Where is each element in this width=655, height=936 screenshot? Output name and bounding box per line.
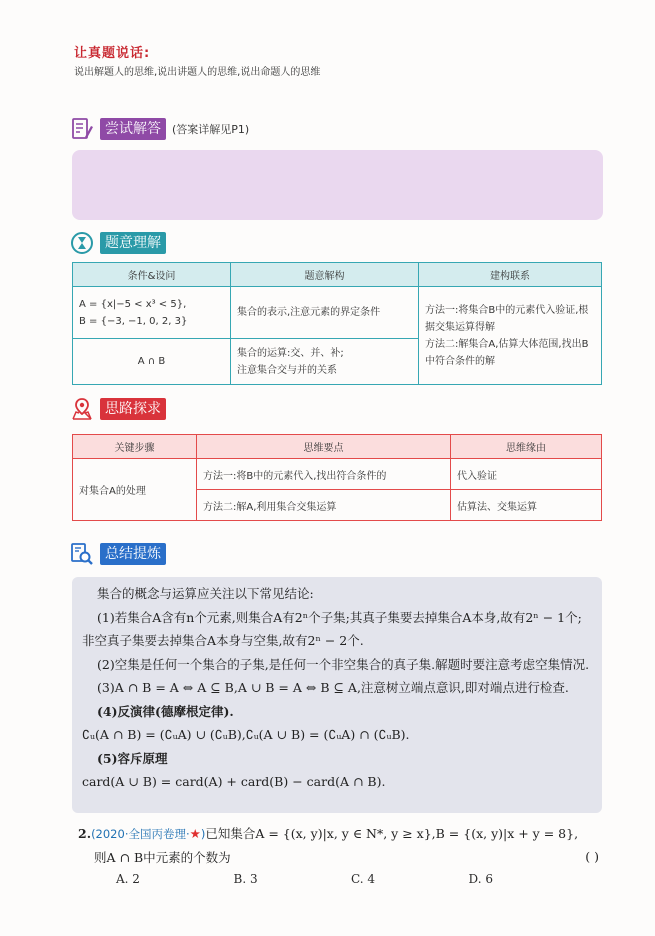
cell-text: 方法二:解集合A,估算大体范围,找出B中符合条件的解 — [425, 338, 589, 367]
table-cell: 集合的表示,注意元素的界定条件 — [231, 287, 419, 339]
section-explore-header — [70, 396, 166, 422]
table-header-cell: 建构联系 — [419, 263, 602, 287]
summary-box — [72, 577, 602, 813]
table-header-cell: 题意解构 — [231, 263, 419, 287]
choice-b: B. 3 — [233, 872, 258, 886]
cell-text: 集合的运算:交、并、补; — [237, 347, 344, 359]
table-header-row — [73, 263, 602, 287]
search-document-icon — [70, 542, 94, 566]
question-source: (2020·全国丙卷理· — [91, 827, 190, 841]
document-pen-icon — [70, 117, 94, 141]
section-try-label: 尝试解答 — [100, 118, 166, 140]
section-understand-header — [70, 230, 166, 256]
answer-bracket: ( ) — [585, 849, 599, 864]
summary-formula: card(A ∪ B) = card(A) + card(B) − card(A ∩ B). — [82, 774, 386, 789]
answer-box — [72, 150, 603, 220]
question-stem-line — [78, 822, 603, 846]
summary-bold-title: (4)反演律(德摩根定律). — [97, 703, 234, 719]
table-header-cell: 思维缘由 — [451, 435, 602, 459]
difficulty-star-icon: ★ — [189, 826, 201, 841]
choice-a: A. 2 — [116, 872, 140, 886]
thinking-table — [72, 434, 602, 521]
table-cell — [419, 287, 602, 385]
question-stem-line2: 则A ∩ B中元素的个数为 — [94, 850, 231, 865]
table-cell — [73, 287, 231, 339]
cell-text: 方法一:将集合B中的元素代入验证,根据交集运算得解 — [425, 304, 589, 333]
summary-bold-title: (5)容斥原理 — [97, 750, 168, 766]
cell-text: 注意集合交与并的关系 — [237, 364, 337, 376]
section-understand-label: 题意理解 — [100, 232, 166, 254]
table-cell: 对集合A的处理 — [73, 459, 197, 521]
section-summary-label: 总结提炼 — [100, 543, 166, 565]
map-pin-icon — [70, 397, 94, 421]
question-stem: 已知集合A = {(x, y)|x, y ∈ N*, y ≥ x},B = {(x, y)|x + y = 8}, — [205, 826, 579, 841]
table-row — [73, 287, 602, 339]
question-number: 2. — [78, 826, 92, 841]
understanding-table — [72, 262, 602, 385]
table-header-cell: 思维要点 — [197, 435, 451, 459]
section-explore-label: 思路探求 — [100, 398, 166, 420]
table-row — [73, 459, 602, 490]
table-cell: 方法二:解A,利用集合交集运算 — [197, 490, 451, 521]
section-try-note: (答案详解见P1) — [172, 123, 250, 136]
summary-item: (3)A ∩ B = A ⇔ A ⊆ B,A ∪ B = A ⇔ B ⊆ A,注意树立端点意识,即对端点进行检查. — [97, 680, 569, 695]
section-try-header — [70, 116, 249, 142]
choices-row — [116, 872, 586, 886]
page-header-title: 让真题说话: — [74, 46, 151, 61]
summary-item: (2)空集是任何一个集合的子集,是任何一个非空集合的真子集.解题时要注意考虑空集情况. — [97, 656, 590, 672]
choice-c: C. 4 — [351, 872, 376, 886]
summary-formula: ∁ᵤ(A ∩ B) = (∁ᵤA) ∪ (∁ᵤB),∁ᵤ(A ∪ B) = (∁ᵤA) ∩ (∁ᵤB). — [82, 727, 410, 742]
table-cell — [231, 339, 419, 385]
cell-text: A = {x|−5 < x³ < 5}, — [79, 298, 187, 310]
cell-text: B = {−3, −1, 0, 2, 3} — [79, 315, 188, 327]
table-header-cell: 关键步骤 — [73, 435, 197, 459]
table-header-row — [73, 435, 602, 459]
section-summary-header — [70, 541, 166, 567]
summary-intro: 集合的概念与运算应关注以下常见结论: — [97, 586, 314, 601]
summary-item-title — [82, 700, 592, 724]
table-cell: A ∩ B — [73, 339, 231, 385]
table-cell: 估算法、交集运算 — [451, 490, 602, 521]
table-cell: 代入验证 — [451, 459, 602, 490]
question-source-end: ) — [200, 827, 206, 841]
question-block — [78, 822, 603, 869]
summary-item: (1)若集合A含有n个元素,则集合A有2ⁿ个子集;其真子集要去掉集合A本身,故有2ⁿ − 1个;非空真子集要去掉集合A本身与空集,故有2ⁿ − 2个. — [82, 609, 582, 648]
table-cell: 方法一:将B中的元素代入,找出符合条件的 — [197, 459, 451, 490]
hourglass-icon — [70, 231, 94, 255]
table-header-cell: 条件&设问 — [73, 263, 231, 287]
choice-d: D. 6 — [468, 872, 493, 886]
summary-item-title — [82, 747, 592, 771]
page-header-subtitle: 说出解题人的思维,说出讲题人的思维,说出命题人的思维 — [74, 67, 321, 78]
